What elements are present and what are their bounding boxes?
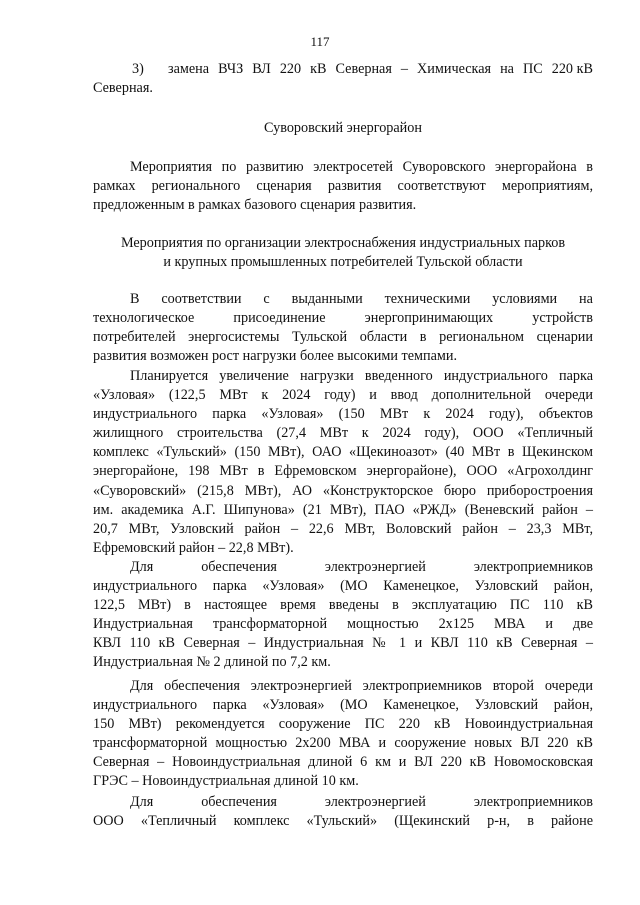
text-line: Ефремовский район – 22,8 МВт). [93, 539, 294, 556]
paragraph-1 [93, 158, 593, 215]
word: на [579, 291, 593, 307]
word: электроэнергией [324, 559, 426, 575]
text-line: жилищного строительства (27,4 МВт к 2024 году), ООО «Тепличный [93, 425, 593, 442]
paragraph-6 [93, 793, 593, 831]
word: электроприемников [473, 794, 593, 810]
list-item-continuation: Северная. [93, 80, 153, 96]
text-line: развития возможен рост нагрузки более высокими темпами. [93, 348, 458, 365]
text-line: Для обеспечения электроэнергией электроприемников второй очереди [130, 678, 593, 694]
word: обеспечения [201, 559, 277, 575]
word: выданными [291, 291, 363, 307]
text-line: Мероприятия по развитию электросетей Суворовского энергорайона в [130, 159, 593, 175]
text-line: ГРЭС – Новоиндустриальная длиной 10 км. [93, 773, 359, 790]
word: Для [130, 794, 154, 810]
text-line [93, 793, 593, 812]
paragraph-4 [93, 558, 593, 673]
word: ВЛ [252, 61, 271, 77]
text-line: энергорайоне, 198 МВт в Ефремовском энергорайоне), ООО «Агрохолдинг [93, 463, 593, 480]
text-line: индустриального парка «Узловая» (МО Каменецкое, Узловский район, [93, 578, 593, 595]
text-line: рамках регионального сценария развития соответствуют мероприятиям, [93, 178, 593, 195]
word: соответствии [161, 291, 242, 307]
word: Для [130, 559, 154, 575]
word: на [500, 61, 514, 77]
text-line: «Узловая» (122,5 МВт к 2024 году) и ввод дополнительной очереди [93, 387, 593, 404]
text-line: Планируется увеличение нагрузки введенного индустриального парка [130, 368, 593, 384]
text-line: трансформаторной мощностью 2х200 МВА и сооружение новых ВЛ 220 кВ [93, 735, 593, 752]
text-line: Индустриальная трансформаторной мощностью 2х125 МВА и две [93, 616, 593, 633]
text-line: Индустриальная № 2 длиной по 7,2 км. [93, 654, 331, 671]
word: В [130, 291, 140, 307]
list-item-text [168, 60, 593, 79]
word: электроприемников [473, 559, 593, 575]
paragraph-2 [93, 290, 593, 366]
text-line: КВЛ 110 кВ Северная – Индустриальная № 1 и КВЛ 110 кВ Северная – [93, 635, 593, 652]
text-line [93, 558, 593, 577]
list-item [93, 60, 593, 79]
word: ВЧЗ [218, 61, 244, 77]
text-line: 122,5 МВт) в настоящее время введены в эксплуатацию ПС 110 кВ [93, 597, 593, 614]
word: присоединение [233, 310, 326, 327]
paragraph-5 [93, 677, 593, 792]
word: 220 кВ [551, 61, 593, 77]
word: обеспечения [201, 794, 277, 810]
word: Северная [335, 61, 392, 77]
word: замена [168, 61, 210, 77]
word: 220 [279, 61, 302, 77]
word: устройств [532, 310, 593, 327]
text-line: индустриального парка «Узловая» (150 МВт к 2024 году), объектов [93, 406, 593, 423]
paragraph-3 [93, 367, 593, 558]
word: условиями [492, 291, 558, 307]
text-line: 150 МВт) рекомендуется сооружение ПС 220 кВ Новоиндустриальная [93, 716, 593, 733]
word: техническими [384, 291, 471, 307]
text-line: индустриального парка «Узловая» (МО Каменецкое, Узловский район, [93, 697, 593, 714]
heading-line: и крупных промышленных потребителей Тульской области [163, 254, 523, 271]
text-line: комплекс «Тульский» (150 МВт), ОАО «Щекиноазот» (40 МВт в Щекинском [93, 444, 593, 461]
page-number: 117 [310, 34, 330, 49]
word: электроэнергией [324, 794, 426, 810]
text-line: 20,7 МВт, Узловский район – 22,6 МВт, Воловский район – 23,3 МВт, [93, 520, 593, 537]
word: технологическое [93, 310, 195, 327]
text-line [93, 290, 593, 309]
text-line: Северная – Новоиндустриальная длиной 6 км и ВЛ 220 кВ Новомосковская [93, 754, 593, 771]
section-title: Суворовский энергорайон [264, 120, 422, 136]
word: Химическая [417, 61, 492, 77]
text-line: «Суворовский» (215,8 МВт), АО «Конструкторское бюро приборостроения [93, 482, 593, 499]
text-line: им. академика А.Г. Шипунова» (21 МВт), ПАО «РЖД» (Веневский район – [93, 501, 593, 518]
text-line [93, 309, 593, 328]
subsection-heading [93, 234, 593, 272]
word: с [263, 291, 270, 307]
word: энергопринимающих [364, 310, 494, 327]
text-line: предложенным в рамках базового сценария развития. [93, 197, 417, 214]
word: – [400, 61, 408, 77]
heading-line: Мероприятия по организации электроснабжения индустриальных парков [120, 235, 566, 251]
word: кВ [310, 61, 327, 77]
list-number: 3) [132, 61, 144, 77]
word: ПС [522, 61, 543, 77]
text-line: ООО «Тепличный комплекс «Тульский» (Щекинский р-н, в районе [93, 813, 593, 830]
text-line: потребителей энергосистемы Тульской области в региональном сценарии [93, 329, 593, 346]
